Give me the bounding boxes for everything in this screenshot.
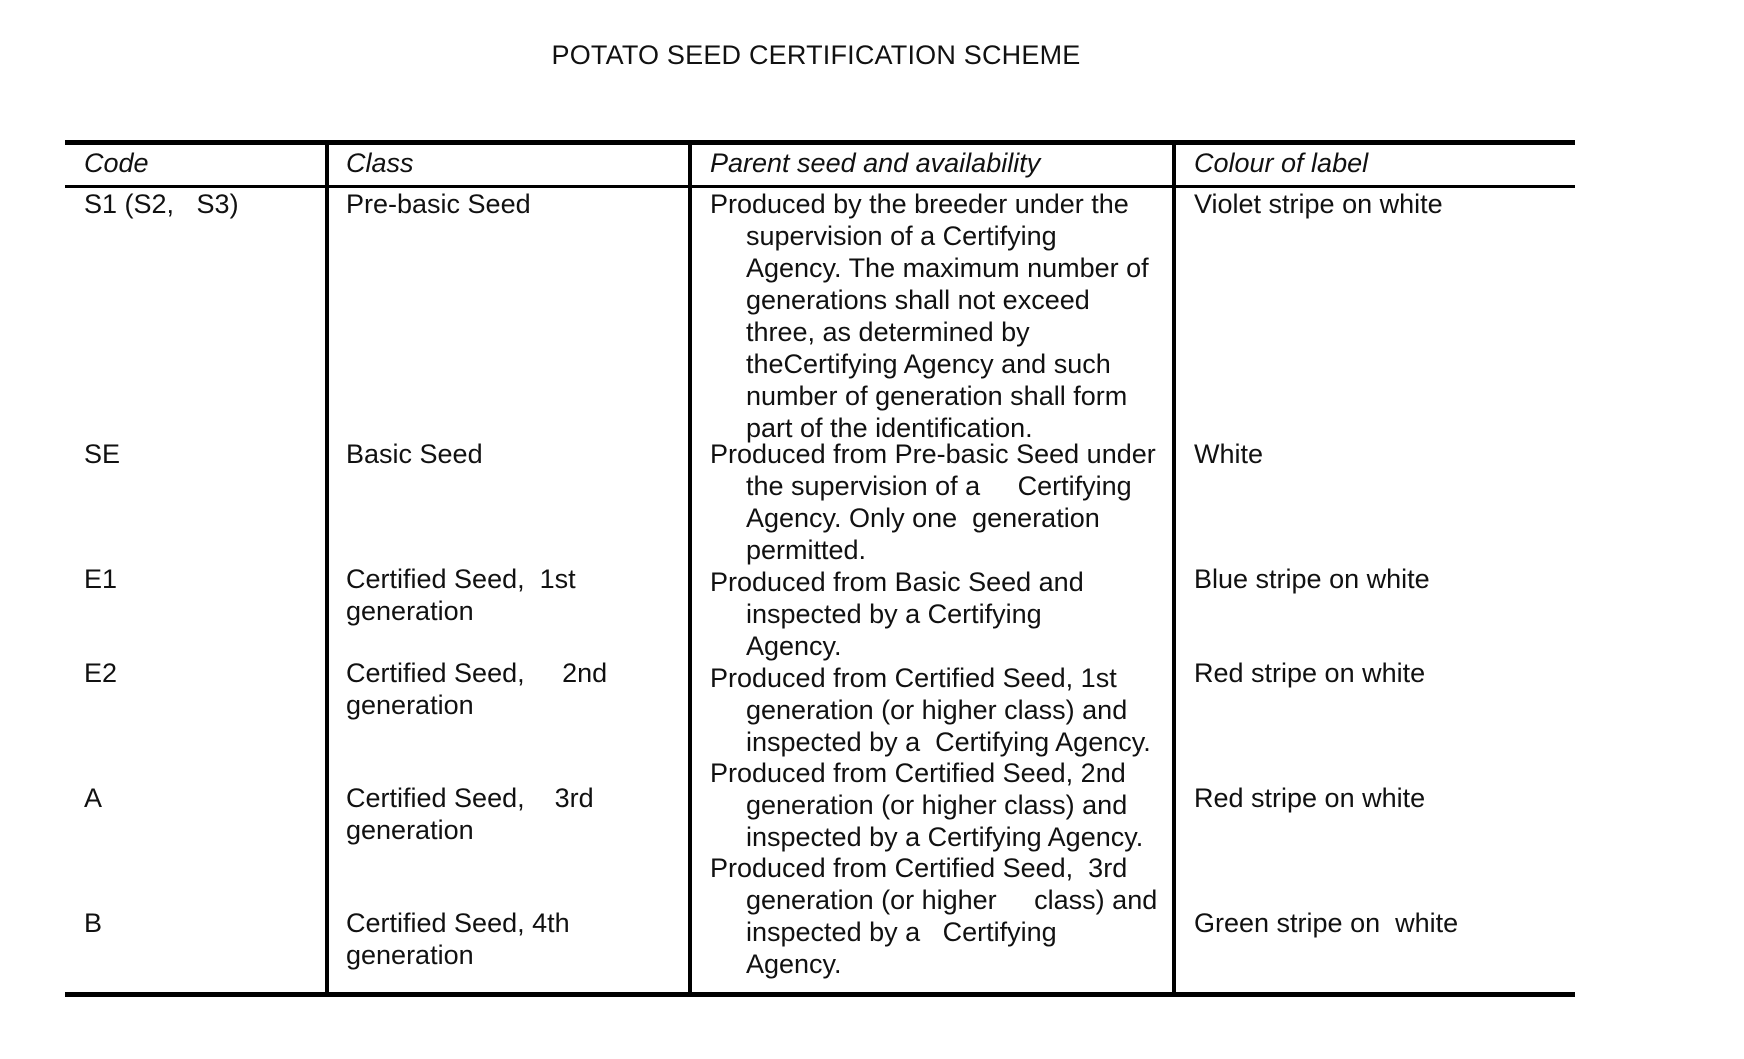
row-class: Certified Seed, 3rd [346,783,594,813]
parent-line: Produced from Certified Seed, 1st [710,663,1117,693]
parent-line: generations shall not exceed [746,285,1090,315]
parent-line: Agency. The maximum number of [746,253,1149,283]
parent-line: inspected by a Certifying Agency. [746,727,1151,757]
row-code: A [84,783,103,813]
row-parent-seed [710,662,1180,758]
row-class-line-2: generation [346,940,474,970]
page-title: POTATO SEED CERTIFICATION SCHEME [551,40,1081,70]
certification-table [65,140,1575,996]
parent-line: generation (or higher class) and [746,790,1128,820]
parent-line: inspected by a Certifying Agency. [746,822,1144,852]
row-colour: White [1194,439,1264,469]
header-parent-seed: Parent seed and availability [710,148,1041,178]
column-divider-1 [325,140,329,996]
parent-line: inspected by a Certifying [746,599,1042,629]
table-top-rule [65,140,1575,145]
parent-line: three, as determined by [746,317,1030,347]
row-code: S1 (S2, S3) [84,189,239,219]
row-colour: Violet stripe on white [1194,189,1443,219]
parent-line: Agency. Only one generation [746,503,1100,533]
row-class: Certified Seed, 4th [346,908,570,938]
row-colour: Blue stripe on white [1194,564,1430,594]
row-class-line-2: generation [346,690,474,720]
parent-line: permitted. [746,535,867,565]
parent-line: supervision of a Certifying [746,221,1057,251]
row-code: E2 [84,658,118,688]
parent-line: Produced from Basic Seed and [710,567,1084,597]
parent-line: Produced from Certified Seed, 2nd [710,758,1126,788]
row-class: Certified Seed, 2nd [346,658,608,688]
parent-line: Produced from Pre-basic Seed under [710,439,1156,469]
column-divider-2 [688,140,692,996]
parent-line: generation (or higher class) and [746,695,1128,725]
row-parent-seed [710,438,1180,566]
header-code: Code [84,148,149,178]
row-class-line-2: generation [346,815,474,845]
parent-line: generation (or higher class) and [746,885,1158,915]
parent-line: part of the identification. [746,413,1033,443]
row-class-line-2: generation [346,596,474,626]
parent-line: Agency. [746,949,842,979]
row-class: Certified Seed, 1st [346,564,576,594]
parent-line: theCertifying Agency and such [746,349,1111,379]
header-colour-of-label: Colour of label [1194,148,1369,178]
row-code: E1 [84,564,118,594]
table-bottom-rule [65,992,1575,997]
parent-line: Agency. [746,631,842,661]
header-class: Class [346,148,414,178]
row-class: Basic Seed [346,439,483,469]
parent-line: inspected by a Certifying [746,917,1057,947]
row-code: B [84,908,103,938]
row-parent-seed [710,852,1180,980]
row-code: SE [84,439,121,469]
row-parent-seed [710,188,1180,444]
row-colour: Green stripe on white [1194,908,1459,938]
parent-line: Produced from Certified Seed, 3rd [710,853,1128,883]
row-colour: Red stripe on white [1194,658,1426,688]
row-parent-seed [710,566,1180,662]
row-class: Pre-basic Seed [346,189,531,219]
parent-line: the supervision of a Certifying [746,471,1132,501]
row-parent-seed [710,757,1180,853]
row-colour: Red stripe on white [1194,783,1426,813]
parent-line: Produced by the breeder under the [710,189,1129,219]
parent-line: number of generation shall form [746,381,1128,411]
